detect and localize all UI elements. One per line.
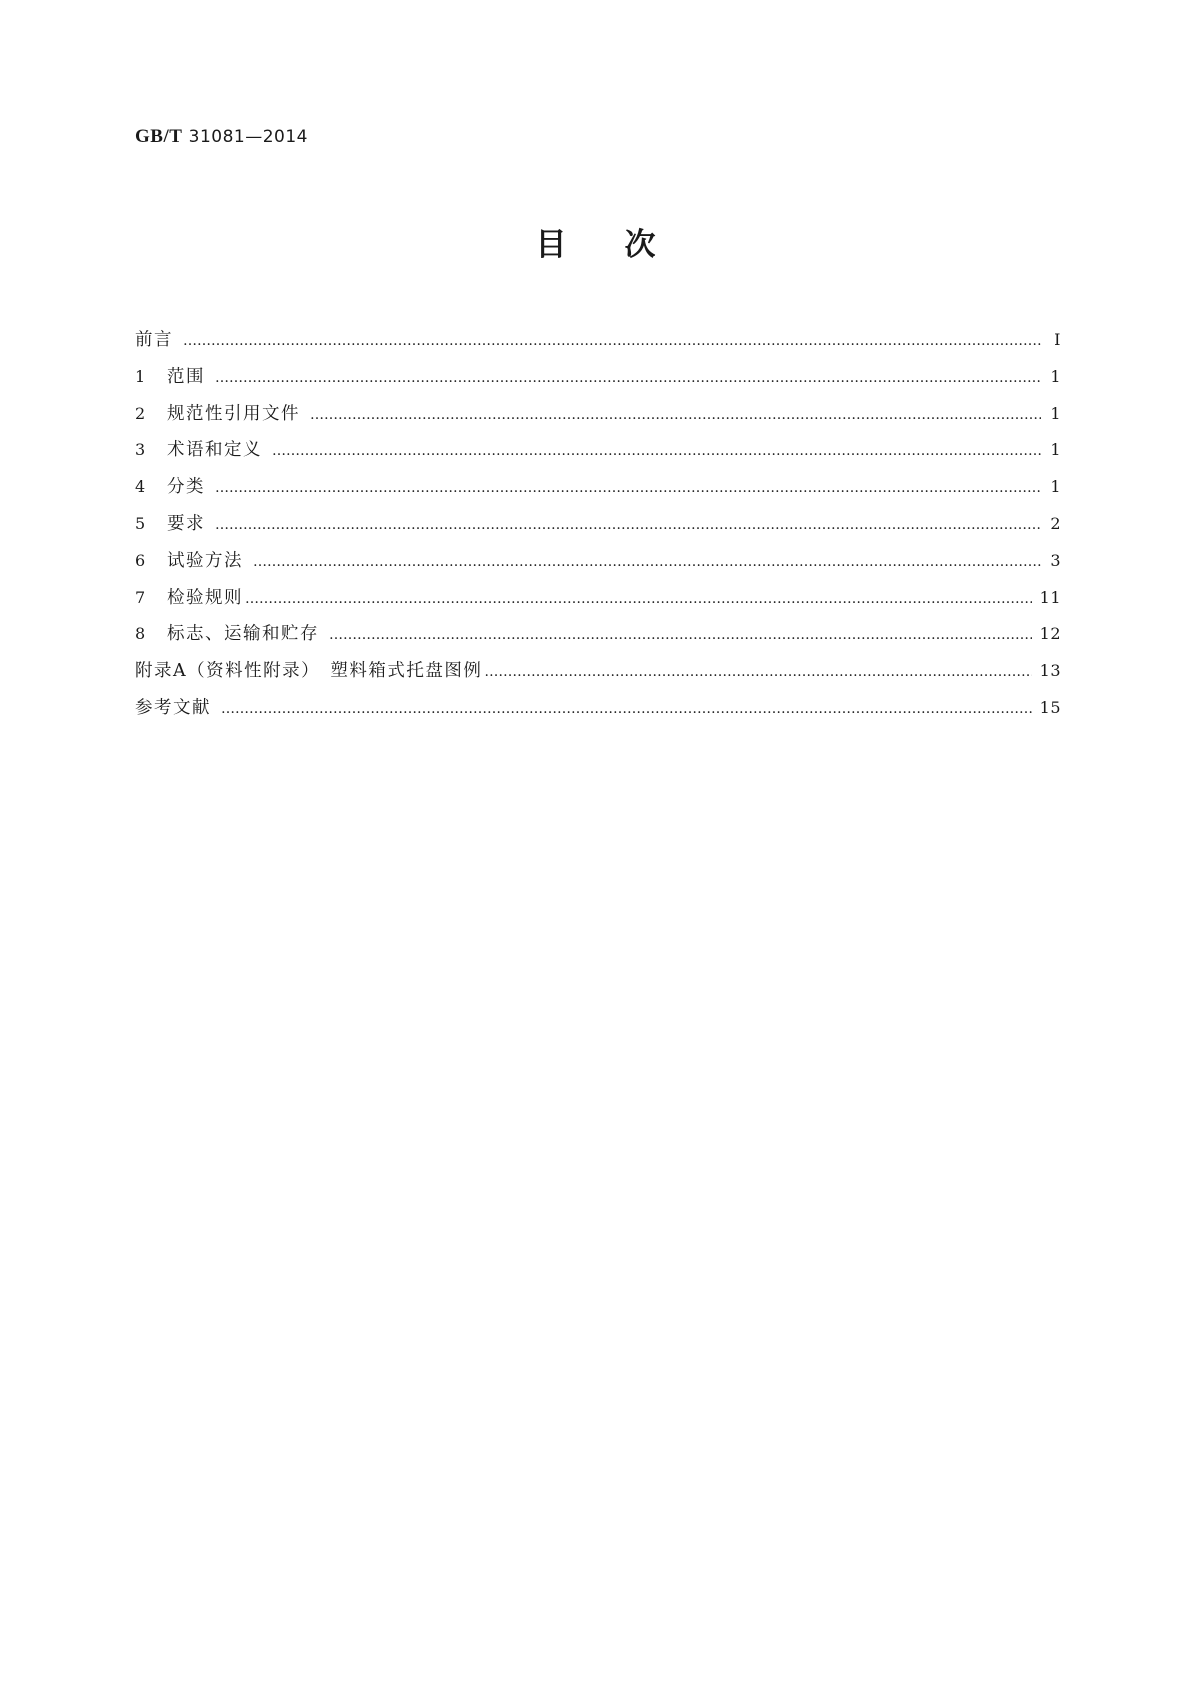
dot-leader	[329, 627, 1032, 643]
toc-entry-number: 7	[135, 587, 147, 607]
toc-entry-number: 5	[135, 513, 147, 533]
dot-leader	[183, 333, 1041, 349]
toc-entry-label: 前言	[135, 330, 173, 350]
toc-entry-page: 1	[1050, 403, 1061, 423]
toc-entry-label: 附录A（资料性附录） 塑料箱式托盘图例	[135, 661, 483, 682]
toc-entry-page: 1	[1050, 440, 1061, 460]
toc-entry-label: 参考文献	[135, 697, 211, 718]
toc-entry-page: 3	[1050, 550, 1061, 570]
toc-entry-page: 1	[1050, 366, 1061, 386]
toc-entry-page: Ⅰ	[1054, 330, 1061, 349]
standard-number: 31081—2014	[188, 127, 308, 147]
toc-entry-scope[interactable]	[135, 363, 1061, 400]
toc-entry-label: 规范性引用文件	[167, 403, 300, 424]
standard-prefix: GB/T	[135, 126, 183, 147]
toc-entry-terms-definitions[interactable]	[135, 436, 1061, 473]
toc-entry-inspection-rules[interactable]	[135, 584, 1061, 621]
dot-leader	[215, 517, 1041, 533]
toc-entry-test-methods[interactable]	[135, 547, 1061, 584]
toc-entry-label: 试验方法	[167, 550, 243, 571]
dot-leader	[253, 554, 1041, 570]
toc-entry-number: 6	[135, 550, 147, 570]
toc-entry-page: 11	[1039, 587, 1061, 607]
toc-entry-page: 2	[1050, 513, 1061, 533]
dot-leader	[245, 591, 1032, 607]
toc-entry-annex-a[interactable]	[135, 657, 1061, 694]
dot-leader	[484, 664, 1031, 680]
toc-entry-number: 8	[135, 624, 147, 644]
dot-leader	[221, 701, 1032, 717]
toc-entry-marking-transport-storage[interactable]	[135, 620, 1061, 657]
toc-entry-number: 2	[135, 403, 147, 423]
toc-entry-label: 范围	[167, 366, 205, 387]
toc-entry-number: 1	[135, 366, 147, 386]
toc-entry-label: 分类	[167, 477, 205, 498]
toc-entry-bibliography[interactable]	[135, 694, 1061, 731]
dot-leader	[215, 480, 1041, 496]
toc-entry-requirements[interactable]	[135, 510, 1061, 547]
toc-entry-number: 4	[135, 477, 147, 497]
toc-entry-page: 15	[1039, 697, 1061, 717]
toc-title: 目次	[535, 227, 714, 263]
toc-entry-number: 3	[135, 440, 147, 460]
dot-leader	[272, 443, 1041, 459]
toc-entry-label: 术语和定义	[167, 440, 262, 461]
toc-entry-label: 要求	[167, 513, 205, 534]
toc-entry-label: 检验规则	[167, 587, 243, 608]
toc-entry-foreword[interactable]	[135, 326, 1061, 363]
toc-entry-label: 标志、运输和贮存	[167, 624, 319, 645]
dot-leader	[215, 370, 1041, 386]
table-of-contents	[135, 326, 1061, 731]
standard-code	[135, 126, 308, 148]
toc-entry-page: 12	[1039, 624, 1061, 644]
toc-entry-page: 13	[1039, 661, 1061, 681]
dot-leader	[310, 407, 1041, 423]
toc-entry-page: 1	[1050, 477, 1061, 497]
toc-entry-classification[interactable]	[135, 473, 1061, 510]
toc-entry-normative-references[interactable]	[135, 400, 1061, 437]
